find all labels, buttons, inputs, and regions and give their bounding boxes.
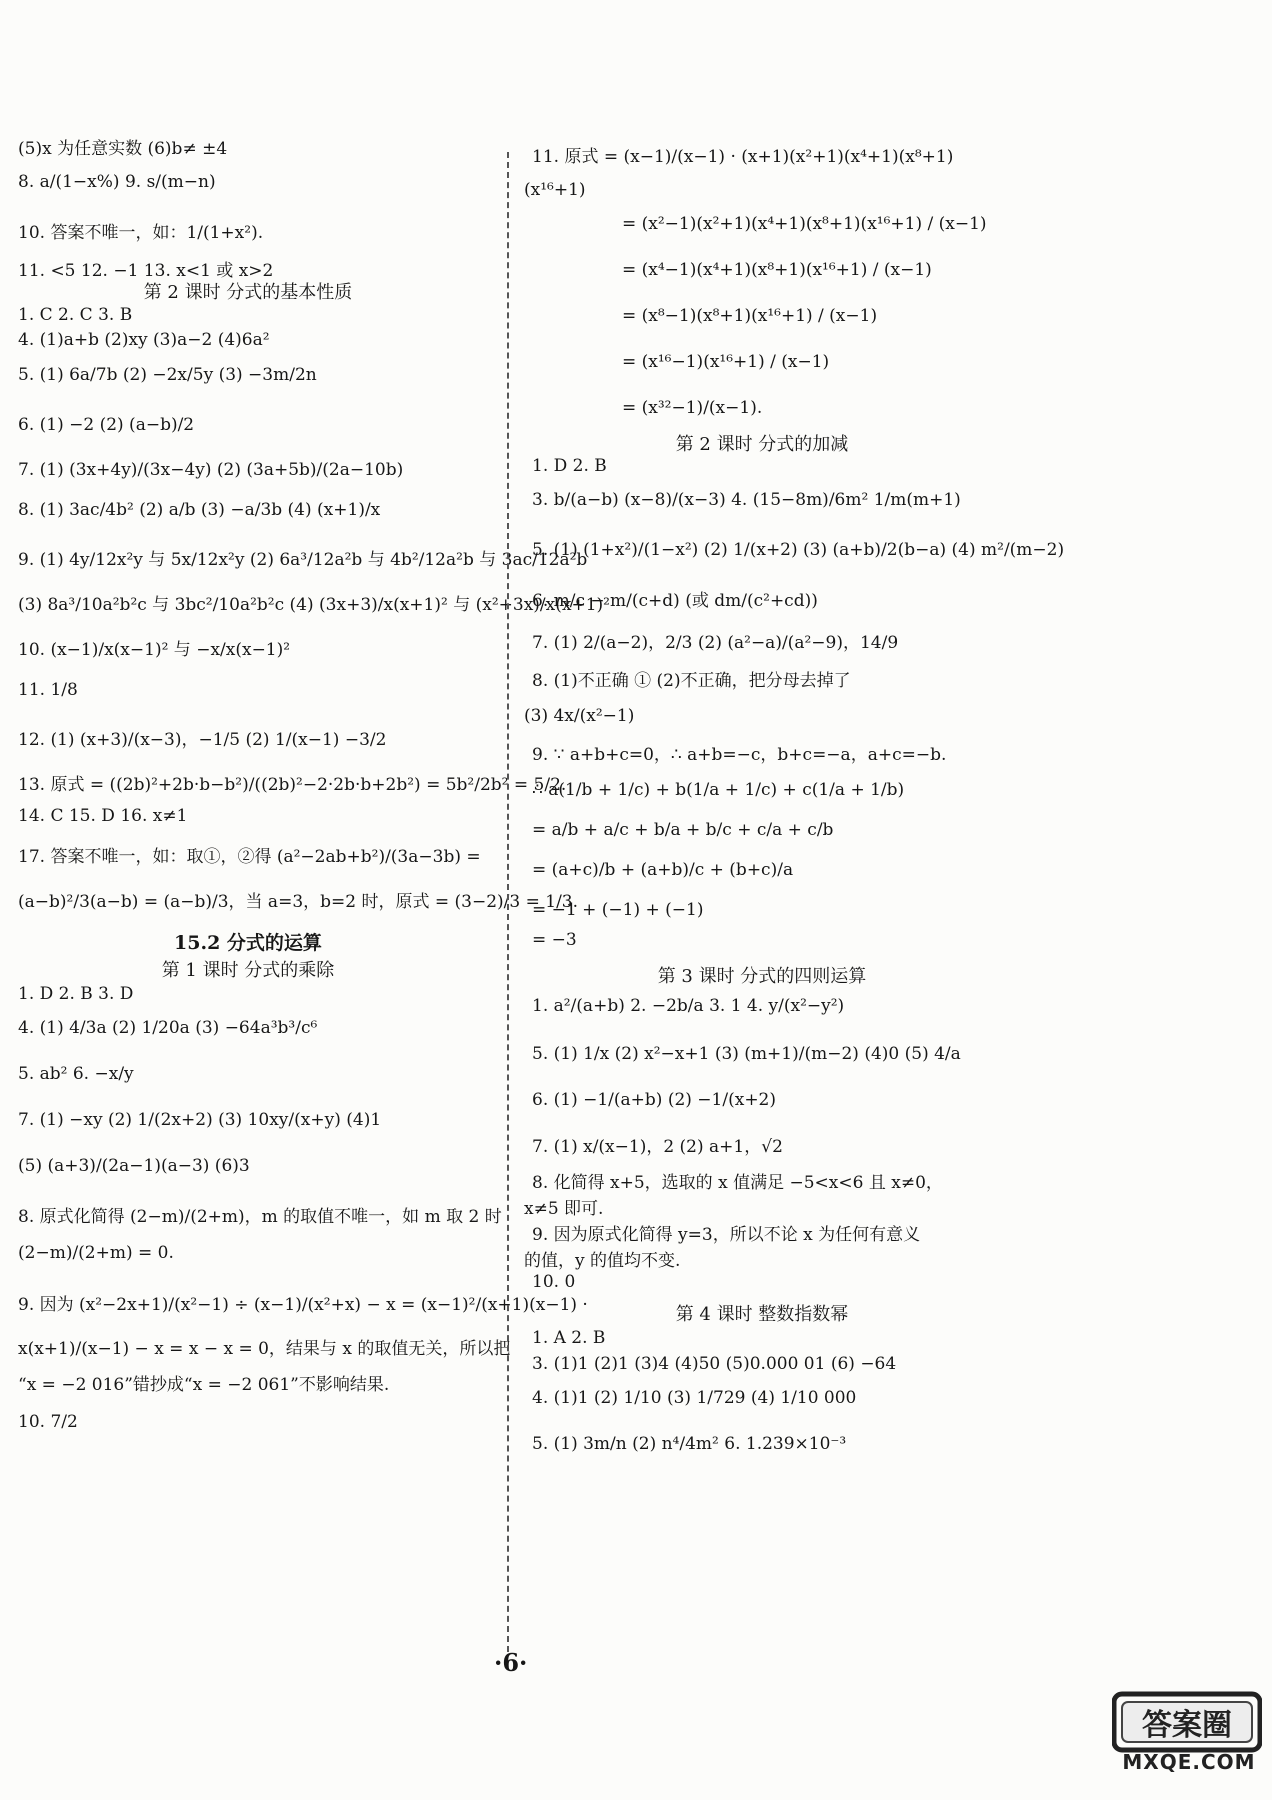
answer-line: 4. (1)1 (2) 1/10 (3) 1/729 (4) 1/10 000	[532, 1388, 857, 1408]
answer-line: x(x+1)/(x−1) − x = x − x = 0，结果与 x 的取值无关，所以把	[18, 1339, 511, 1359]
answer-line: 9. 因为 (x²−2x+1)/(x²−1) ÷ (x−1)/(x²+x) − x = (x−1)²/(x+1)(x−1) ·	[18, 1295, 588, 1315]
answer-line: (3) 4x/(x²−1)	[524, 706, 635, 726]
answer-line: 8. 原式化简得 (2−m)/(2+m)，m 的取值不唯一，如 m 取 2 时	[18, 1207, 502, 1227]
watermark-title: 答案圈	[1142, 1708, 1232, 1743]
answer-line: = a/b + a/c + b/a + b/c + c/a + c/b	[532, 820, 834, 840]
answer-line: 8. (1) 3ac/4b² (2) a/b (3) −a/3b (4) (x+1)/x	[18, 500, 381, 520]
answer-line: 10. 7/2	[18, 1412, 78, 1432]
answer-line: 5. (1) 3m/n (2) n⁴/4m² 6. 1.239×10⁻³	[532, 1434, 847, 1454]
answer-line: 1. a²/(a+b) 2. −2b/a 3. 1 4. y/(x²−y²)	[532, 996, 845, 1016]
answer-line: 9. ∵ a+b+c=0，∴ a+b=−c，b+c=−a，a+c=−b.	[532, 745, 947, 765]
watermark-site: MXQE.COM	[1122, 1750, 1256, 1774]
answer-line: (a−b)²/3(a−b) = (a−b)/3，当 a=3，b=2 时，原式 = (3−2)/3 = 1/3.	[18, 892, 579, 912]
answer-line: 6. (1) −2 (2) (a−b)/2	[18, 415, 195, 435]
answer-line: 10. 0	[532, 1272, 576, 1292]
answer-line: 1. A 2. B	[532, 1328, 606, 1348]
answer-line: 8. (1)不正确 ① (2)不正确，把分母去掉了	[532, 671, 851, 691]
answer-line: 3. b/(a−b) (x−8)/(x−3) 4. (15−8m)/6m² 1/m(m+1)	[532, 490, 961, 510]
section-heading: 第 3 课时 分式的四则运算	[657, 966, 867, 987]
answer-line: 5. (1) 1/x (2) x²−x+1 (3) (m+1)/(m−2) (4)0 (5) 4/a	[532, 1044, 961, 1064]
answer-line: = (x⁸−1)(x⁸+1)(x¹⁶+1) / (x−1)	[622, 306, 878, 326]
answer-line: = −3	[532, 930, 577, 950]
answer-line: 5. (1) (1+x²)/(1−x²) (2) 1/(x+2) (3) (a+b)/2(b−a) (4) m²/(m−2)	[532, 540, 1065, 560]
answer-line: 10. (x−1)/x(x−1)² 与 −x/x(x−1)²	[18, 640, 291, 660]
answer-line: 5. (1) 6a/7b (2) −2x/5y (3) −3m/2n	[18, 365, 317, 385]
section-title: 15.2 分式的运算	[174, 932, 322, 954]
answer-line: 5. ab² 6. −x/y	[18, 1064, 134, 1084]
answer-line: 11. 原式 = (x−1)/(x−1) · (x+1)(x²+1)(x⁴+1)(x⁸+1)	[532, 147, 954, 167]
answer-line: 10. 答案不唯一，如：1/(1+x²).	[18, 223, 264, 243]
answer-line: 6. (1) −1/(a+b) (2) −1/(x+2)	[532, 1090, 777, 1110]
section-heading: 第 2 课时 分式的加减	[675, 434, 849, 455]
answer-line: = (a+c)/b + (a+b)/c + (b+c)/a	[532, 860, 794, 880]
answer-line: 1. D 2. B 3. D	[18, 984, 134, 1004]
watermark-logo-icon	[1112, 1690, 1262, 1794]
answer-line: (3) 8a³/10a²b²c 与 3bc²/10a²b²c (4) (3x+3)/x(x+1)² 与 (x²+3x)/x(x+1)²	[18, 595, 610, 615]
answer-line: = −1 + (−1) + (−1)	[532, 900, 704, 920]
answer-line: 9. (1) 4y/12x²y 与 5x/12x²y (2) 6a³/12a²b 与 4b²/12a²b 与 3ac/12a²b	[18, 550, 588, 570]
answer-line: 8. 化简得 x+5，选取的 x 值满足 −5<x<6 且 x≠0，	[532, 1173, 943, 1193]
answer-line: (x¹⁶+1)	[524, 180, 586, 200]
answer-line: 6. m/c − m/(c+d) (或 dm/(c²+cd))	[532, 591, 818, 611]
answer-line: 12. (1) (x+3)/(x−3)，−1/5 (2) 1/(x−1) −3/2	[18, 730, 387, 750]
answer-line: 1. D 2. B	[532, 456, 607, 476]
section-heading: 第 2 课时 分式的基本性质	[143, 282, 353, 303]
answer-line: “x = −2 016”错抄成“x = −2 061”不影响结果.	[18, 1375, 390, 1395]
answer-line: 4. (1)a+b (2)xy (3)a−2 (4)6a²	[18, 330, 270, 350]
answer-line: 17. 答案不唯一，如：取①，②得 (a²−2ab+b²)/(3a−3b) =	[18, 847, 481, 867]
answer-line: 7. (1) −xy (2) 1/(2x+2) (3) 10xy/(x+y) (4)1	[18, 1110, 382, 1130]
answer-line: = (x¹⁶−1)(x¹⁶+1) / (x−1)	[622, 352, 830, 372]
answer-line: 1. C 2. C 3. B	[18, 305, 133, 325]
page-number: ·6·	[494, 1648, 528, 1677]
answer-line: = (x⁴−1)(x⁴+1)(x⁸+1)(x¹⁶+1) / (x−1)	[622, 260, 932, 280]
answer-line: x≠5 即可.	[524, 1199, 604, 1219]
answer-line: (5)x 为任意实数 (6)b≠ ±4	[18, 139, 228, 159]
answer-line: 8. a/(1−x%) 9. s/(m−n)	[18, 172, 216, 192]
answer-line: = (x²−1)(x²+1)(x⁴+1)(x⁸+1)(x¹⁶+1) / (x−1)	[622, 214, 987, 234]
answer-line: ∴ a(1/b + 1/c) + b(1/a + 1/c) + c(1/a + 1/b)	[532, 780, 905, 800]
answer-line: 3. (1)1 (2)1 (3)4 (4)50 (5)0.000 01 (6) −64	[532, 1354, 897, 1374]
section-heading: 第 1 课时 分式的乘除	[161, 960, 335, 981]
answer-line: 14. C 15. D 16. x≠1	[18, 806, 188, 826]
answer-line: 11. <5 12. −1 13. x<1 或 x>2	[18, 261, 274, 281]
answer-line: 7. (1) (3x+4y)/(3x−4y) (2) (3a+5b)/(2a−10b)	[18, 460, 404, 480]
answer-line: 4. (1) 4/3a (2) 1/20a (3) −64a³b³/c⁶	[18, 1018, 318, 1038]
answer-line: (2−m)/(2+m) = 0.	[18, 1243, 174, 1263]
answer-line: 的值，y 的值均不变.	[524, 1251, 681, 1271]
answer-line: = (x³²−1)/(x−1).	[622, 398, 763, 418]
answer-line: 11. 1/8	[18, 680, 78, 700]
answer-line: 7. (1) 2/(a−2)，2/3 (2) (a²−a)/(a²−9)，14/9	[532, 633, 899, 653]
section-heading: 第 4 课时 整数指数幂	[675, 1304, 849, 1325]
answer-line: (5) (a+3)/(2a−1)(a−3) (6)3	[18, 1156, 250, 1176]
answer-line: 13. 原式 = ((2b)²+2b·b−b²)/((2b)²−2·2b·b+2b²) = 5b²/2b² = 5/2.	[18, 775, 567, 795]
column-divider	[507, 152, 509, 1652]
answer-line: 7. (1) x/(x−1)，2 (2) a+1，√2	[532, 1137, 783, 1157]
answer-line: 9. 因为原式化简得 y=3，所以不论 x 为任何有意义	[532, 1225, 921, 1245]
